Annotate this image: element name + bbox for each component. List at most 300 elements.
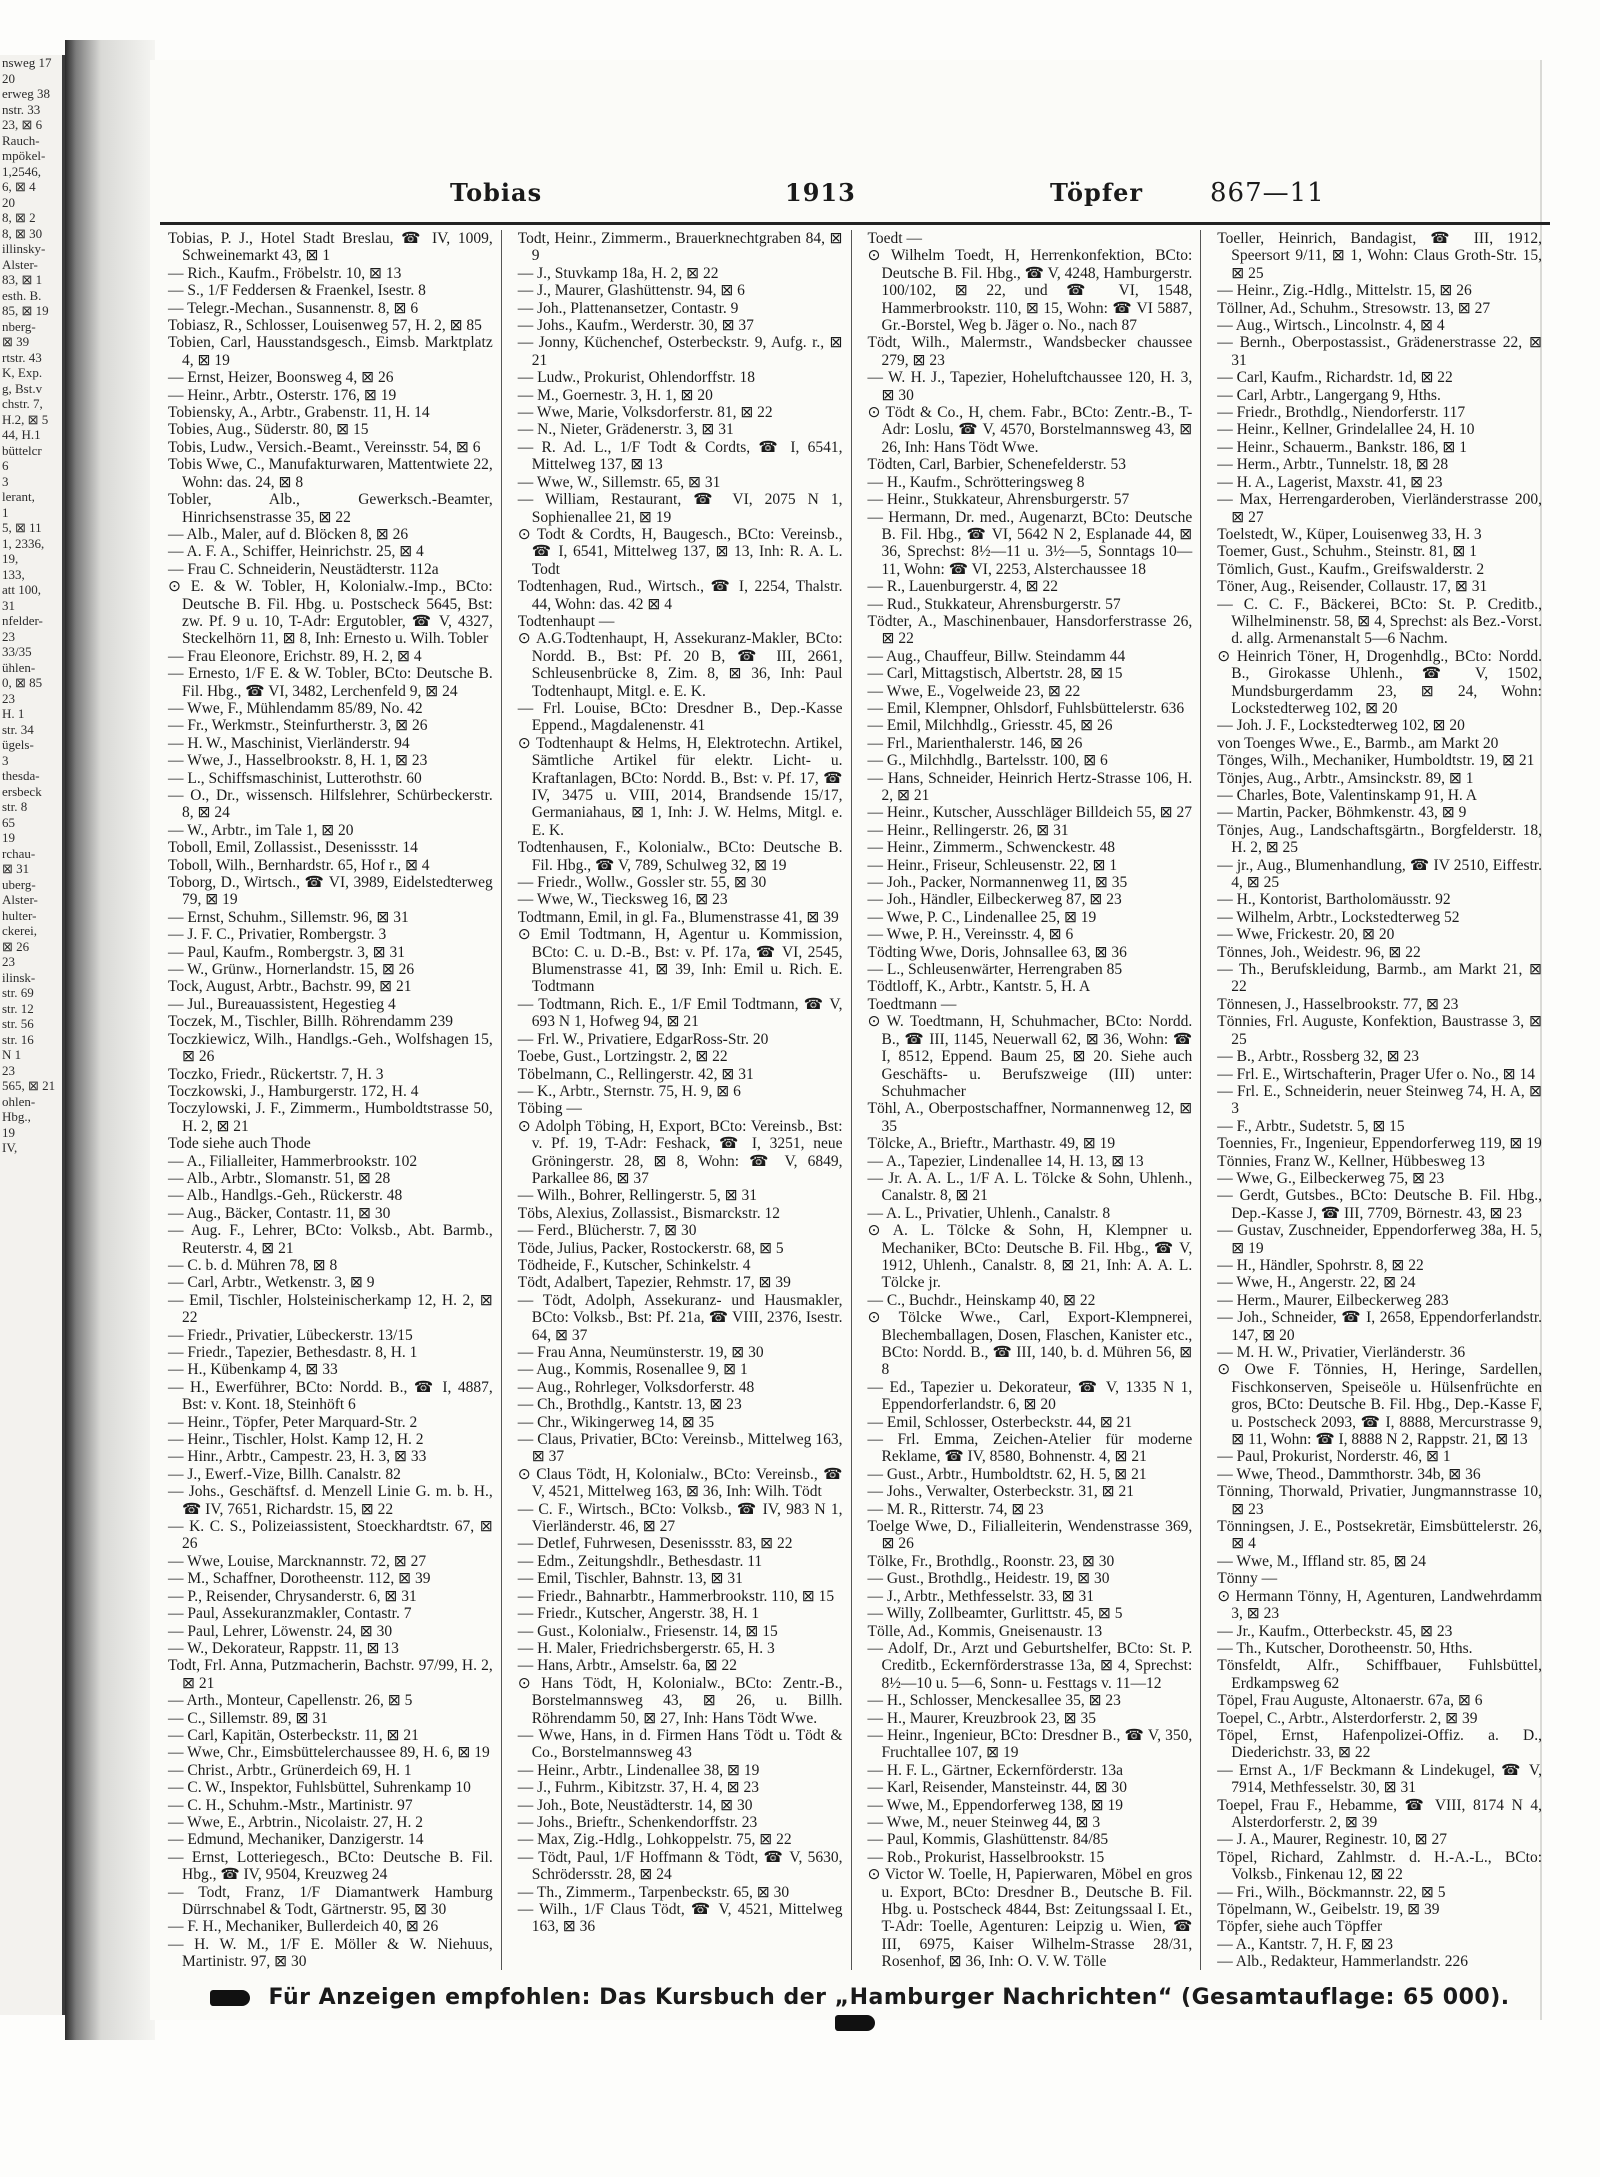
directory-entry: — Wwe, M., neuer Steinweg 44, ⊠ 3 <box>867 1813 1101 1831</box>
directory-entry: — Heinr., Kutscher, Ausschläger Billdeich 55, ⊠ 27 <box>867 804 1192 822</box>
directory-entry: — A., Kantstr. 7, H. F, ⊠ 23 <box>1217 1935 1394 1953</box>
directory-entry: — F. H., Mechaniker, Bullerdeich 40, ⊠ 26 <box>168 1918 439 1936</box>
directory-entry: — Aug., Rohrleger, Volksdorferstr. 48 <box>517 1378 755 1396</box>
directory-entry: von Toenges Wwe., E., Barmb., am Markt 20 <box>1217 734 1499 752</box>
directory-entry: Tönsfeldt, Alfr., Schiffbauer, Fuhlsbüttel, Erdkampsweg 62 <box>1217 1657 1542 1692</box>
directory-entry: ⊙ Tölcke Wwe., Carl, Export-Klempnerei, Blechemballagen, Dosen, Flaschen, Kanister etc., BCto: Nordd. B., ☎ III, 140, b. d. Mühren 56, ⊠ 8 <box>867 1309 1193 1379</box>
directory-entry: — Heinr., Schauerm., Bankstr. 186, ⊠ 1 <box>1217 438 1468 456</box>
directory-entry: — Th., Zimmerm., Tarpenbeckstr. 65, ⊠ 30 <box>517 1883 790 1901</box>
directory-entry: — A., Filialleiter, Hammerbrookstr. 102 <box>168 1152 418 1170</box>
directory-entry: — Frl. W., Privatiere, EdgarRoss-Str. 20 <box>517 1030 769 1048</box>
directory-entry: — Frl., Marienthalerstr. 146, ⊠ 26 <box>867 734 1083 752</box>
directory-entry: Töhl, A., Oberpostschaffner, Normannenweg 12, ⊠ 35 <box>867 1100 1193 1135</box>
directory-entry: — Rich., Kaufm., Fröbelstr. 10, ⊠ 13 <box>168 264 402 282</box>
column-1 <box>160 230 502 1970</box>
directory-entry: — William, Restaurant, ☎ VI, 2075 N 1, Sophienallee 21, ⊠ 19 <box>517 491 843 526</box>
previous-page-fragment: str. 34 <box>2 721 34 737</box>
directory-entry: — Ernst A., 1/F Beckmann & Lindekugel, ☎ V, 7914, Methfesselstr. 30, ⊠ 31 <box>1217 1761 1542 1797</box>
previous-page-fragment: 565, ⊠ 21 <box>2 1078 56 1093</box>
directory-entry: — Joh., Schneider, ☎ I, 2658, Eppendorferlandstr. 147, ⊠ 20 <box>1217 1309 1542 1344</box>
directory-entry: — H., Schlosser, Menckesallee 35, ⊠ 23 <box>867 1692 1121 1710</box>
directory-entry: Tölle, Ad., Kommis, Gneisenaustr. 13 <box>867 1622 1103 1640</box>
directory-entry: Todtenhaupt — <box>517 612 615 630</box>
directory-entry: Töllner, Ad., Schuhm., Stresowstr. 13, ⊠ 27 <box>1217 299 1491 317</box>
header-rule <box>160 222 1550 225</box>
directory-entry: — H., Kontorist, Bartholomäusstr. 92 <box>1217 891 1451 909</box>
directory-entry: Toczko, Friedr., Rückertstr. 7, H. 3 <box>168 1065 384 1083</box>
directory-entry: — M. H. W., Privatier, Vierländerstr. 36 <box>1217 1344 1466 1361</box>
directory-entry: Tobien, Carl, Hausstandsgesch., Eimsb. Marktplatz 4, ⊠ 19 <box>168 334 493 369</box>
directory-entry: — J. F. C., Privatier, Rombergstr. 3 <box>168 926 387 944</box>
directory-entry: Tödter, A., Maschinenbauer, Hansdorferstrasse 26, ⊠ 22 <box>867 612 1193 648</box>
directory-entry: — Johs., Geschäftsf. d. Menzell Linie G. m. b. H., ☎ IV, 7651, Richardstr. 15, ⊠ 22 <box>168 1483 493 1518</box>
previous-page-fragment: ckerei, <box>2 923 38 938</box>
previous-page-fragment: 85, ⊠ 19 <box>2 303 49 318</box>
directory-entry: — Wwe, G., Eilbeckerweg 75, ⊠ 23 <box>1217 1169 1445 1187</box>
directory-entry: Tödten, Carl, Barbier, Schenefelderstr. 53 <box>867 456 1126 474</box>
previous-page-fragment: 65 <box>2 814 15 830</box>
directory-entry: — Wwe, E., Arbtrin., Nicolaistr. 27, H. 2 <box>168 1813 424 1831</box>
previous-page-fragment: H. 1 <box>2 706 25 721</box>
directory-entry: — Frau C. Schneiderin, Neustädterstr. 112a <box>168 560 439 578</box>
previous-page-fragment: 1,2546, <box>2 163 41 179</box>
directory-entry: — Heinr., Rellingerstr. 26, ⊠ 31 <box>867 821 1069 839</box>
directory-entry: — Johs., Brieftr., Schenkendorffstr. 23 <box>517 1813 758 1831</box>
previous-page-fragment: 23 <box>2 1062 15 1078</box>
directory-entry: Tobler, Alb., Gewerksch.-Beamter, Hinrichsenstrasse 35, ⊠ 22 <box>168 491 493 526</box>
previous-page-fragment: 19 <box>2 1124 15 1140</box>
directory-entry: — Paul, Prokurist, Norderstr. 46, ⊠ 1 <box>1217 1448 1451 1466</box>
directory-entry: ⊙ A. L. Tölcke & Sohn, H, Klempner u. Mechaniker, BCto: Deutsche B. Fil. Hbg., ☎ V, 1912, Uhlenh., Canalstr. 8, ⊠ 21, Inh: A. A. L. Tölcke jr. <box>867 1222 1193 1292</box>
directory-entry: — M., Schaffner, Dorotheenstr. 112, ⊠ 39 <box>168 1570 431 1588</box>
previous-page-fragment: Hbg., <box>2 1109 31 1124</box>
previous-page-fragment: illinsky- <box>2 241 46 256</box>
directory-entry: — Max, Zig.-Hdlg., Lohkoppelstr. 75, ⊠ 22 <box>517 1831 792 1849</box>
directory-entry: Töbelmann, C., Rellingerstr. 42, ⊠ 31 <box>517 1065 754 1083</box>
directory-entry: — Heinr., Ingenieur, BCto: Dresdner B., ☎ V, 350, Fruchtallee 107, ⊠ 19 <box>867 1726 1193 1762</box>
directory-entry: — R. Ad. L., 1/F Todt & Cordts, ☎ I, 6541, Mittelweg 137, ⊠ 13 <box>517 438 843 474</box>
directory-entry: — A. L., Privatier, Uhlenh., Canalstr. 8 <box>867 1204 1111 1222</box>
directory-entry: Töpel, Ernst, Hafenpolizei-Offiz. a. D., Diederichstr. 33, ⊠ 22 <box>1217 1726 1542 1762</box>
directory-entry: — Martin, Packer, Böhmkenstr. 43, ⊠ 9 <box>1217 804 1467 822</box>
previous-page-fragment: K, Exp. <box>2 365 43 380</box>
previous-page-fragment: 19, <box>2 551 19 566</box>
directory-entry: ⊙ Todt & Cordts, H, Baugesch., BCto: Vereinsb., ☎ I, 6541, Mittelweg 137, ⊠ 13, Inh: R. A. L. Todt <box>517 525 843 578</box>
directory-entry: — Fri., Wilh., Böckmannstr. 22, ⊠ 5 <box>1217 1883 1446 1901</box>
previous-page-fragment: g, Bst.v <box>2 380 43 396</box>
directory-entry: Tönges, Wilh., Mechaniker, Humboldtstr. 19, ⊠ 21 <box>1217 752 1535 770</box>
directory-entry: — Friedr., Brothdlg., Niendorferstr. 117 <box>1217 404 1466 422</box>
directory-entry: — Heinr., Kellner, Grindelallee 24, H. 10 <box>1217 421 1475 439</box>
directory-entry: Tödheide, F., Kutscher, Schinkelstr. 4 <box>517 1256 751 1274</box>
directory-entry: — Charles, Bote, Valentinskamp 91, H. A <box>1217 787 1477 804</box>
directory-entry: — J., Stuvkamp 18a, H. 2, ⊠ 22 <box>517 264 719 282</box>
previous-page-fragment: 1, 2336, <box>2 535 45 551</box>
previous-page-fragment: 8, ⊠ 2 <box>2 210 36 225</box>
directory-entry: Todtenhausen, F., Kolonialw., BCto: Deutsche B. Fil. Hbg., ☎ V, 789, Schulweg 32, ⊠ 19 <box>517 839 843 874</box>
previous-page-fragment: chstr. 7, <box>2 396 43 411</box>
directory-entry: — Hans, Schneider, Heinrich Hertz-Strasse 106, H. 2, ⊠ 21 <box>867 769 1193 804</box>
directory-entry: — Heinr., Friseur, Schleusenstr. 22, ⊠ 1 <box>867 856 1118 874</box>
previous-page-fragment: ⊠ 26 <box>2 938 30 954</box>
directory-entry: — Hans, Arbtr., Amselstr. 6a, ⊠ 22 <box>517 1657 737 1675</box>
directory-entry: Töbs, Alexius, Zollassist., Bismarckstr. 12 <box>517 1204 780 1222</box>
directory-entry: — Johs., Kaufm., Werderstr. 30, ⊠ 37 <box>517 317 754 335</box>
column-3 <box>860 230 1202 1970</box>
directory-entry: Tobis, Ludw., Versich.-Beamt., Vereinsstr. 54, ⊠ 6 <box>168 438 481 456</box>
directory-entry: — Wwe, Chr., Eimsbüttelerchaussee 89, H. 6, ⊠ 19 <box>168 1744 490 1762</box>
directory-entry: Todt, Heinr., Zimmerm., Brauerknechtgraben 84, ⊠ 9 <box>517 230 843 265</box>
directory-entry: Toborg, D., Wirtsch., ☎ VI, 3989, Eidelstedterweg 79, ⊠ 19 <box>168 874 493 909</box>
directory-entry: — C. H., Schuhm.-Mstr., Martinistr. 97 <box>168 1796 413 1814</box>
directory-entry: — Friedr., Wollw., Gossler str. 55, ⊠ 30 <box>517 874 767 892</box>
previous-page-fragment: 23 <box>2 628 15 644</box>
previous-page-fragment: nfelder- <box>2 613 43 628</box>
previous-page-fragment: büttelcr <box>2 442 42 458</box>
directory-entry: — M., Goernestr. 3, H. 1, ⊠ 20 <box>517 386 713 404</box>
previous-page-fragment: 6 <box>2 458 9 473</box>
previous-page-fragment: rtstr. 43 <box>2 349 42 365</box>
directory-entry: — jr., Aug., Blumenhandlung, ☎ IV 2510, Eiffestr. 4, ⊠ 25 <box>1217 856 1542 892</box>
directory-entry: Todtenhagen, Rud., Wirtsch., ☎ I, 2254, Thalstr. 44, Wohn: das. 42 ⊠ 4 <box>517 578 843 613</box>
directory-entry: Toemer, Gust., Schuhm., Steinstr. 81, ⊠ 1 <box>1217 543 1477 561</box>
directory-entry: Todtmann, Emil, in gl. Fa., Blumenstrasse 41, ⊠ 39 <box>517 908 839 926</box>
directory-entry: — Christ., Arbtr., Grünerdeich 69, H. 1 <box>168 1761 412 1779</box>
directory-entry: — Aug., Wirtsch., Lincolnstr. 4, ⊠ 4 <box>1217 317 1445 335</box>
directory-entry: — C., Sillemstr. 89, ⊠ 31 <box>168 1709 328 1727</box>
directory-entry: ⊙ Tödt & Co., H, chem. Fabr., BCto: Zentr.-B., T-Adr: Loslu, ☎ V, 4570, Borstelmannsweg 43, ⊠ 26, Inh: Hans Tödt Wwe. <box>867 404 1193 456</box>
directory-entry: — Ed., Tapezier u. Dekorateur, ☎ V, 1335 N 1, Eppendorferlandstr. 6, ⊠ 20 <box>867 1378 1193 1414</box>
directory-entry: — H., Ewerführer, BCto: Nordd. B., ☎ I, 4887, Bst: v. Kont. 18, Steinhöft 6 <box>168 1378 493 1414</box>
directory-entry: Todt, Frl. Anna, Putzmacherin, Bachstr. 97/99, H. 2, ⊠ 21 <box>168 1657 493 1692</box>
directory-entry: — Emil, Klempner, Ohlsdorf, Fuhlsbüttelerstr. 636 <box>867 699 1185 717</box>
directory-entry: Toelge Wwe, D., Filialleiterin, Wendenstrasse 369, ⊠ 26 <box>867 1518 1193 1553</box>
previous-page-fragment: str. 8 <box>2 799 28 814</box>
directory-entry: — Wwe, H., Angerstr. 22, ⊠ 24 <box>1217 1274 1416 1292</box>
directory-entry: — Alb., Redakteur, Hammerlandstr. 226 <box>1217 1953 1469 1970</box>
directory-entry: Tölke, Fr., Brothdlg., Roonstr. 23, ⊠ 30 <box>867 1552 1115 1570</box>
directory-entry: — Frl. Emma, Zeichen-Atelier für moderne Reklame, ☎ IV, 8580, Bohnenstr. 4, ⊠ 21 <box>867 1431 1193 1466</box>
directory-entry: — Alb., Handlgs.-Geh., Rückerstr. 48 <box>168 1187 403 1205</box>
directory-entry: — Wwe, P. H., Vereinsstr. 4, ⊠ 6 <box>867 926 1074 944</box>
directory-entry: — C., Buchdr., Heinskamp 40, ⊠ 22 <box>867 1291 1096 1309</box>
directory-entry: — Wwe, F., Mühlendamm 85/89, No. 42 <box>168 699 423 717</box>
previous-page-fragment: Rauch- <box>2 132 40 148</box>
column-4 <box>1209 230 1550 1970</box>
previous-page-fragment: str. 16 <box>2 1031 34 1047</box>
directory-entry: Tönnes, Joh., Weidestr. 96, ⊠ 22 <box>1217 943 1421 961</box>
directory-entry: — Edmund, Mechaniker, Danzigerstr. 14 <box>168 1831 424 1849</box>
directory-entry: — Wilhelm, Arbtr., Lockstedterweg 52 <box>1217 908 1460 926</box>
directory-entry: — Herm., Maurer, Eilbeckerweg 283 <box>1217 1291 1449 1309</box>
previous-page-fragment: 83, ⊠ 1 <box>2 272 43 287</box>
directory-entry: — Fr., Werkmstr., Steinfurtherstr. 3, ⊠ 26 <box>168 717 428 735</box>
directory-entry: — C. b. d. Mühren 78, ⊠ 8 <box>168 1256 338 1274</box>
directory-entry: — Aug., Chauffeur, Billw. Steindamm 44 <box>867 647 1126 665</box>
directory-entry: — M. R., Ritterstr. 74, ⊠ 23 <box>867 1500 1044 1518</box>
directory-entry: Tönny — <box>1217 1570 1278 1588</box>
directory-entry: Tobias, P. J., Hotel Stadt Breslau, ☎ IV, 1009, Schweinemarkt 43, ⊠ 1 <box>168 230 493 265</box>
directory-entry: — Frau Anna, Neumünsterstr. 19, ⊠ 30 <box>517 1344 764 1361</box>
previous-page-fragment: 31 <box>2 597 15 613</box>
directory-entry: — Wwe, Frickestr. 20, ⊠ 20 <box>1217 926 1395 944</box>
previous-page-fragment: str. 12 <box>2 1000 34 1016</box>
directory-entry: — Chr., Wikingerweg 14, ⊠ 35 <box>517 1413 715 1431</box>
directory-entry: ⊙ Adolph Töbing, H, Export, BCto: Vereinsb., Bst: v. Pf. 19, T-Adr: Feshack, ☎ I, 3251, neue Gröningerstr. 28, ⊠ 8, Wohn: ☎ V, 6849, Parkallee 86, ⊠ 37 <box>517 1117 843 1187</box>
previous-page-edge <box>0 55 65 2015</box>
footer-text: Für Anzeigen empfohlen: Das Kursbuch der „Hamburger Nachrichten“ (Gesamtauflage: 65 000). <box>268 1985 1510 2010</box>
previous-page-fragment: ⊠ 31 <box>2 861 30 876</box>
directory-entry: ⊙ E. & W. Tobler, H, Kolonialw.-Imp., BCto: Deutsche B. Fil. Hbg. u. Postscheck 5645, Bst: zw. Pf. 9 u. 10, T-Adr: Ergutobler, ☎ V, 4327, Steckelhörn 11, ⊠ 8, Inh: Ernesto u. Wilh. Tobler <box>168 578 493 648</box>
directory-entry: — Arth., Monteur, Capellenstr. 26, ⊠ 5 <box>168 1692 413 1710</box>
directory-entry: — Frl. E., Schneiderin, neuer Steinweg 74, H. A, ⊠ 3 <box>1217 1082 1542 1118</box>
previous-page-fragment: H.2, ⊠ 5 <box>2 411 49 427</box>
directory-entry: — Heinr., Zimmerm., Schwenckestr. 48 <box>867 839 1116 857</box>
directory-entry: — Gust., Brothdlg., Heidestr. 19, ⊠ 30 <box>867 1570 1110 1588</box>
page-header <box>160 178 1550 214</box>
directory-entry: — Frl. E., Wirtschafterin, Prager Ufer o. No., ⊠ 14 <box>1217 1065 1535 1083</box>
directory-columns <box>160 230 1550 1970</box>
directory-entry: — Emil, Tischler, Holsteinischerkamp 12, H. 2, ⊠ 22 <box>168 1291 493 1327</box>
previous-page-fragment: esth. B. <box>2 287 42 303</box>
previous-page-fragment: lerant, <box>2 489 35 504</box>
directory-entry: — J., Maurer, Glashüttenstr. 94, ⊠ 6 <box>517 282 745 300</box>
directory-entry: — Paul, Lehrer, Löwenstr. 24, ⊠ 30 <box>168 1622 393 1640</box>
directory-entry: — Jonny, Küchenchef, Osterbeckstr. 9, Aufg. r., ⊠ 21 <box>517 334 843 369</box>
previous-page-fragment: str. 69 <box>2 985 34 1000</box>
directory-entry: — H. F. L., Gärtner, Eckernförderstr. 13a <box>867 1761 1124 1779</box>
directory-entry: — L., Schiffsmaschinist, Lutterothstr. 60 <box>168 769 422 787</box>
directory-entry: — Ludw., Prokurist, Ohlendorffstr. 18 <box>517 369 755 387</box>
previous-page-fragment: 20 <box>2 70 15 86</box>
previous-page-fragment: uberg- <box>2 876 36 892</box>
column-2 <box>510 230 852 1970</box>
directory-entry: Toelstedt, W., Küper, Louisenweg 33, H. 3 <box>1217 525 1482 543</box>
previous-page-fragment: erweg 38 <box>2 86 51 101</box>
directory-entry: — Adolf, Dr., Arzt und Geburtshelfer, BCto: St. P. Creditb., Eckernförderstrasse 13a, ⊠ 4, Sprechst: 8½—10 u. 5—6, Sonn- u. Festtags v. 11—12 <box>867 1639 1193 1692</box>
directory-entry: — Ernst, Schuhm., Sillemstr. 96, ⊠ 31 <box>168 908 409 926</box>
directory-entry: — Ernst, Heizer, Boonsweg 4, ⊠ 26 <box>168 369 394 387</box>
directory-entry: — P., Reisender, Chrysanderstr. 6, ⊠ 31 <box>168 1587 417 1605</box>
directory-entry: — H. W. M., 1/F E. Möller & W. Niehuus, Martinistr. 97, ⊠ 30 <box>168 1935 493 1970</box>
previous-page-fragment: str. 56 <box>2 1016 34 1031</box>
directory-entry: Tobiensky, A., Arbtr., Grabenstr. 11, H. 14 <box>168 404 430 422</box>
directory-entry: — C. F., Wirtsch., BCto: Volksb., ☎ IV, 983 N 1, Vierländerstr. 46, ⊠ 27 <box>517 1500 843 1536</box>
directory-entry: — Aug. F., Lehrer, BCto: Volksb., Abt. Barmb., Reuterstr. 4, ⊠ 21 <box>168 1222 493 1257</box>
directory-entry: — K., Arbtr., Sternstr. 75, H. 9, ⊠ 6 <box>517 1082 741 1100</box>
directory-entry: — Frau Eleonore, Erichstr. 89, H. 2, ⊠ 4 <box>168 647 422 665</box>
directory-entry: — W., Arbtr., im Tale 1, ⊠ 20 <box>168 821 354 839</box>
directory-entry: ⊙ Todtenhaupt & Helms, H, Elektrotechn. Artikel, Sämtliche Artikel für elektr. Licht- u. Kraftanlagen, BCto: Nordd. B., Bst: v. Pf. 17, ☎ IV, 3475 u. VIII, 2014, Brandsende 15/17, Germaniahaus, ⊠ 1, Inh: J. W. Helms, Mitgl. e. E. K. <box>517 734 843 839</box>
directory-entry: Toeller, Heinrich, Bandagist, ☎ III, 1912, Speersort 9/11, ⊠ 1, Wohn: Claus Groth-Str. 15, ⊠ 25 <box>1217 230 1542 282</box>
directory-entry: — Carl, Arbtr., Langergang 9, Hths. <box>1217 386 1441 404</box>
previous-page-fragment: mpökel- <box>2 148 46 163</box>
directory-entry: — B., Arbtr., Rossberg 32, ⊠ 23 <box>1217 1048 1419 1066</box>
previous-page-fragment: 3 <box>2 473 9 489</box>
directory-entry: Toedt — <box>867 230 922 247</box>
directory-entry: — Friedr., Tapezier, Bethesdastr. 8, H. 1 <box>168 1344 418 1361</box>
directory-entry: Tönnies, Frl. Auguste, Konfektion, Baustrasse 3, ⊠ 25 <box>1217 1013 1542 1048</box>
directory-entry: — Carl, Mittagstisch, Albertstr. 28, ⊠ 15 <box>867 665 1123 683</box>
directory-entry: — L., Schleusenwärter, Herrengraben 85 <box>867 961 1123 979</box>
directory-entry: Tönjes, Aug., Landschaftsgärtn., Borgfelderstr. 18, H. 2, ⊠ 25 <box>1217 821 1542 857</box>
directory-entry: — H., Maurer, Kreuzbrook 23, ⊠ 35 <box>867 1709 1096 1727</box>
directory-entry: ⊙ Heinrich Töner, H, Drogenhdlg., BCto: Nordd. B., Girokasse Uhlenh., ☎ V, 1502, Mundsburgerdamm 23, ⊠ 24, Wohn: Lockstedterweg 102, ⊠ 20 <box>1217 647 1542 717</box>
directory-entry: — Carl, Kaufm., Richardstr. 1d, ⊠ 22 <box>1217 369 1453 387</box>
directory-entry: — Todtmann, Rich. E., 1/F Emil Todtmann, ☎ V, 693 N 1, Hofweg 94, ⊠ 21 <box>517 995 843 1031</box>
directory-entry: — Heinr., Tischler, Holst. Kamp 12, H. 2 <box>168 1431 424 1449</box>
header-page-number: 867—11 <box>1210 178 1325 208</box>
directory-entry: Toboll, Emil, Zollassist., Desenissstr. 14 <box>168 839 418 857</box>
previous-page-fragment: nberg- <box>2 318 36 334</box>
directory-entry: — Wwe, M., Eppendorferweg 138, ⊠ 19 <box>867 1796 1123 1814</box>
directory-entry: — Paul, Assekuranzmakler, Contastr. 7 <box>168 1605 412 1623</box>
directory-entry: Toepel, C., Arbtr., Alsterdorferstr. 2, ⊠ 39 <box>1217 1709 1478 1727</box>
previous-page-fragment: ⊠ 39 <box>2 334 30 349</box>
directory-entry: — Max, Herrengarderoben, Vierländerstrasse 200, ⊠ 27 <box>1217 491 1542 526</box>
previous-page-fragment: 23, ⊠ 6 <box>2 117 43 132</box>
directory-entry: ⊙ A.G.Todtenhaupt, H, Assekuranz-Makler, BCto: Nordd. B., Bst: Pf. 20 B, ☎ III, 2661, Schleusenbrücke 8, Zim. 8, ⊠ 36, Inh: Paul Todtenhaupt, Mitgl. e. E. K. <box>517 630 843 700</box>
directory-entry: Tölcke, A., Brieftr., Marthastr. 49, ⊠ 19 <box>867 1135 1116 1153</box>
directory-entry: — J., Ewerf.-Vize, Billh. Canalstr. 82 <box>168 1465 401 1483</box>
directory-entry: — Paul, Kaufm., Rombergstr. 3, ⊠ 31 <box>168 943 406 961</box>
directory-entry: — Wwe, J., Hasselbrookstr. 8, H. 1, ⊠ 23 <box>168 752 428 770</box>
directory-entry: — Bernh., Oberpostassist., Grädenerstrasse 22, ⊠ 31 <box>1217 334 1542 369</box>
directory-entry: — Karl, Reisender, Mansteinstr. 44, ⊠ 30 <box>867 1779 1127 1797</box>
directory-entry: — Gustav, Zuschneider, Eppendorferweg 38a, H. 5, ⊠ 19 <box>1217 1222 1542 1257</box>
directory-entry: — J., Fuhrm., Kibitzstr. 37, H. 4, ⊠ 23 <box>517 1779 759 1797</box>
directory-entry: — O., Dr., wissensch. Hilfslehrer, Schürbeckerstr. 8, ⊠ 24 <box>168 787 493 822</box>
directory-entry: — Rud., Stukkateur, Ahrensburgerstr. 57 <box>867 595 1121 613</box>
directory-entry: Tobiasz, R., Schlosser, Louisenweg 57, H. 2, ⊠ 85 <box>168 317 482 335</box>
directory-entry: Tödt, Wilh., Malermstr., Wandsbecker chaussee 279, ⊠ 23 <box>867 334 1193 369</box>
previous-page-fragment: ilinsk- <box>2 969 36 985</box>
directory-entry: Tödtloff, K., Arbtr., Kantstr. 5, H. A <box>867 978 1091 996</box>
directory-entry: — W., Dekorateur, Rappstr. 11, ⊠ 13 <box>168 1639 399 1657</box>
directory-entry: — W. H. J., Tapezier, Hoheluftchaussee 120, H. 3, ⊠ 30 <box>867 369 1193 404</box>
directory-entry: Tobis Wwe, C., Manufakturwaren, Mattentwiete 22, Wohn: das. 24, ⊠ 8 <box>168 456 493 491</box>
directory-entry: — Frl. Louise, BCto: Dresdner B., Dep.-Kasse Eppend., Magdalenenstr. 41 <box>517 699 843 735</box>
previous-page-fragment: hulter- <box>2 907 37 923</box>
directory-entry: Tock, August, Arbtr., Bachstr. 99, ⊠ 21 <box>168 978 412 996</box>
directory-entry: — Wwe, Hans, in d. Firmen Hans Tödt u. Tödt & Co., Borstelmannsweg 43 <box>517 1726 843 1762</box>
directory-entry: ⊙ Victor W. Toelle, H, Papierwaren, Möbel en gros u. Export, BCto: Dresdner B., Deutsche B. Fil. Hbg. u. Postscheck 4844, Bst: Zeitungssaal I. Et., T-Adr: Toelle, Agenturen: Leipzig u. Wien, ☎ III, 6975, Kaiser Wilhelm-Strasse 28/31, Rosenhof, ⊠ 36, Inh: O. V. W. Tölle <box>867 1866 1193 1970</box>
directory-entry: — Heinr., Zig.-Hdlg., Mittelstr. 15, ⊠ 26 <box>1217 282 1472 300</box>
directory-entry: Toennies, Fr., Ingenieur, Eppendorferweg 119, ⊠ 19 <box>1217 1135 1542 1153</box>
directory-entry: — Emil, Milchhdlg., Griesstr. 45, ⊠ 26 <box>867 717 1113 735</box>
directory-entry: — H., Händler, Spohrstr. 8, ⊠ 22 <box>1217 1256 1424 1274</box>
pointing-hand-icon <box>210 1990 250 2006</box>
previous-page-fragment: ersbeck <box>2 783 42 799</box>
directory-entry: Toczek, M., Tischler, Billh. Röhrendamm 239 <box>168 1013 454 1031</box>
directory-entry: — Heinr., Arbtr., Lindenallee 38, ⊠ 19 <box>517 1761 760 1779</box>
book-gutter <box>65 40 155 2040</box>
directory-entry: Toczylowski, J. F., Zimmerm., Humboldtstrasse 50, H. 2, ⊠ 21 <box>168 1100 493 1135</box>
directory-entry: — Aug., Kommis, Rosenallee 9, ⊠ 1 <box>517 1361 748 1379</box>
previous-page-fragment: 5, ⊠ 11 <box>2 520 42 535</box>
directory-entry: — N., Nieter, Grädenerstr. 3, ⊠ 31 <box>517 421 734 439</box>
previous-page-fragment: 19 <box>2 830 15 845</box>
header-first-name: Tobias <box>450 178 543 207</box>
directory-entry: ⊙ Wilhelm Toedt, H, Herrenkonfektion, BCto: Deutsche B. Fil. Hbg., ☎ V, 4248, Hamburgerstr. 100/102, ⊠ 22, und ☎ VI, 1548, Hammerbrookstr. 110, ⊠ 15, Wohn: ☎ VI 5887, Gr.-Borstel, Weg b. Jäger o. No., nach 87 <box>867 247 1193 335</box>
previous-page-fragment: nsweg 17 <box>2 55 52 70</box>
directory-entry: Tönning, Thorwald, Privatier, Jungmannstrasse 10, ⊠ 23 <box>1217 1483 1542 1518</box>
directory-entry: Tode siehe auch Thode <box>168 1135 311 1153</box>
directory-entry: — H. W., Maschinist, Vierländerstr. 94 <box>168 734 410 752</box>
previous-page-fragment: 33/35 <box>2 644 32 659</box>
directory-entry: — K. C. S., Polizeiassistent, Stoeckhardtstr. 67, ⊠ 26 <box>168 1518 493 1553</box>
directory-entry: — Gust., Arbtr., Humboldtstr. 62, H. 5, ⊠ 21 <box>867 1465 1147 1483</box>
advertisement-footer <box>185 1985 1525 2021</box>
header-year: 1913 <box>785 178 856 207</box>
directory-entry: — Emil, Schlosser, Osterbeckstr. 44, ⊠ 21 <box>867 1413 1133 1431</box>
directory-entry: — J. A., Maurer, Reginestr. 10, ⊠ 27 <box>1217 1831 1448 1849</box>
directory-entry: — Johs., Verwalter, Osterbeckstr. 31, ⊠ 21 <box>867 1483 1134 1501</box>
directory-entry: — A. F. A., Schiffer, Heinrichstr. 25, ⊠ 4 <box>168 543 424 561</box>
directory-entry: — Edm., Zeitungshdlr., Bethesdastr. 11 <box>517 1552 763 1570</box>
directory-entry: — Telegr.-Mechan., Susannenstr. 8, ⊠ 6 <box>168 299 419 317</box>
directory-entry: — Wwe, W., Tiecksweg 16, ⊠ 23 <box>517 891 728 909</box>
directory-entry: — Wwe, Marie, Volksdorferstr. 81, ⊠ 22 <box>517 404 773 422</box>
directory-entry: — C. W., Inspektor, Fuhlsbüttel, Suhrenkamp 10 <box>168 1779 471 1797</box>
directory-entry: — Tödt, Adolph, Assekuranz- und Hausmakler, BCto: Volksb., Bst: Pf. 21a, ☎ VIII, 2376, Isestr. 64, ⊠ 37 <box>517 1291 843 1344</box>
directory-entry: — Paul, Kommis, Glashüttenstr. 84/85 <box>867 1831 1109 1849</box>
directory-entry: Toepel, Frau F., Hebamme, ☎ VIII, 8174 N 4, Alsterdorferstr. 2, ⊠ 39 <box>1217 1796 1542 1831</box>
previous-page-fragment: 20 <box>2 194 15 210</box>
directory-entry: — Th., Berufskleidung, Barmb., am Markt 21, ⊠ 22 <box>1217 961 1542 996</box>
previous-page-fragment: 23 <box>2 954 15 969</box>
directory-entry: — G., Milchhdlg., Bartelsstr. 100, ⊠ 6 <box>867 752 1108 770</box>
directory-entry: — Gust., Kolonialw., Friesenstr. 14, ⊠ 15 <box>517 1622 778 1640</box>
header-last-name: Töpfer <box>1050 178 1144 207</box>
previous-page-fragment: 3 <box>2 752 9 768</box>
directory-entry: — Hermann, Dr. med., Augenarzt, BCto: Deutsche B. Fil. Hbg., ☎ VI, 5642 N 2, Esplanade 44, ⊠ 36, Sprechst: 8½—11 u. 3½—5, Sonntags 10—11, Wohn: ☎ VI, 2253, Alsterchaussee 18 <box>867 508 1193 578</box>
previous-page-fragment: 1 <box>2 504 9 520</box>
directory-entry: — Joh., Plattenansetzer, Contastr. 9 <box>517 299 739 317</box>
pointing-hand-icon <box>835 2015 875 2031</box>
directory-entry: — Rob., Prokurist, Hasselbrookstr. 15 <box>867 1848 1105 1866</box>
directory-entry: Toczkowski, J., Hamburgerstr. 172, H. 4 <box>168 1082 419 1100</box>
directory-entry: — Aug., Bäcker, Contastr. 11, ⊠ 30 <box>168 1204 391 1222</box>
directory-entry: Tömlich, Gust., Kaufm., Greifswalderstr. 2 <box>1217 560 1485 578</box>
directory-entry: — Joh., Bote, Neustädterstr. 14, ⊠ 30 <box>517 1796 753 1814</box>
directory-entry: — Wwe, Louise, Marcknannstr. 72, ⊠ 27 <box>168 1552 427 1570</box>
directory-entry: — Friedr., Kutscher, Angerstr. 38, H. 1 <box>517 1605 760 1623</box>
directory-entry: — Wwe, Theod., Dammthorstr. 34b, ⊠ 36 <box>1217 1465 1481 1483</box>
directory-entry: — Th., Kutscher, Dorotheenstr. 50, Hths. <box>1217 1639 1473 1657</box>
previous-page-fragment: ühlen- <box>2 659 36 675</box>
directory-entry: — Hinr., Arbtr., Campestr. 23, H. 3, ⊠ 33 <box>168 1448 427 1466</box>
directory-entry: Tödt, Adalbert, Tapezier, Rehmstr. 17, ⊠ 39 <box>517 1274 791 1292</box>
previous-page-fragment: 6, ⊠ 4 <box>2 179 36 194</box>
directory-entry: — Carl, Kapitän, Osterbeckstr. 11, ⊠ 21 <box>168 1726 419 1744</box>
directory-entry: — R., Lauenburgerstr. 4, ⊠ 22 <box>867 578 1058 596</box>
directory-entry: — Herm., Arbtr., Tunnelstr. 18, ⊠ 28 <box>1217 456 1449 474</box>
directory-entry: Töpel, Richard, Zahlmstr. d. H.-A.-L., BCto: Volksb., Finkenau 12, ⊠ 22 <box>1217 1848 1542 1884</box>
directory-entry: Tönningsen, J. E., Postsekretär, Eimsbüttelerstr. 26, ⊠ 4 <box>1217 1518 1542 1553</box>
directory-entry: — Wwe, E., Vogelweide 23, ⊠ 22 <box>867 682 1081 700</box>
directory-entry: — Alb., Arbtr., Slomanstr. 51, ⊠ 28 <box>168 1169 391 1187</box>
previous-page-fragment: ügels- <box>2 737 34 752</box>
previous-page-fragment: 0, ⊠ 85 <box>2 675 43 690</box>
directory-entry: Tödting Wwe, Doris, Johnsallee 63, ⊠ 36 <box>867 943 1127 961</box>
directory-entry: — Emil, Tischler, Bahnstr. 13, ⊠ 31 <box>517 1570 743 1588</box>
previous-page-fragment: IV, <box>2 1140 18 1155</box>
directory-entry: ⊙ Emil Todtmann, H, Agentur u. Kommission, BCto: C. u. D.-B., Bst: v. Pf. 17a, ☎ VI, 2545, Blumenstrasse 41, ⊠ 39, Inh: Emil u. Rich. E. Todtmann <box>517 926 843 996</box>
directory-entry: Töpfer, siehe auch Töpffer <box>1217 1918 1383 1936</box>
directory-entry: — Joh. J. F., Lockstedterweg 102, ⊠ 20 <box>1217 717 1465 735</box>
directory-entry: ⊙ Hans Tödt, H, Kolonialw., BCto: Zentr.-B., Borstelmannsweg 43, ⊠ 26, u. Billh. Röhrendamm 50, ⊠ 27, Inh: Hans Tödt Wwe. <box>517 1674 843 1727</box>
